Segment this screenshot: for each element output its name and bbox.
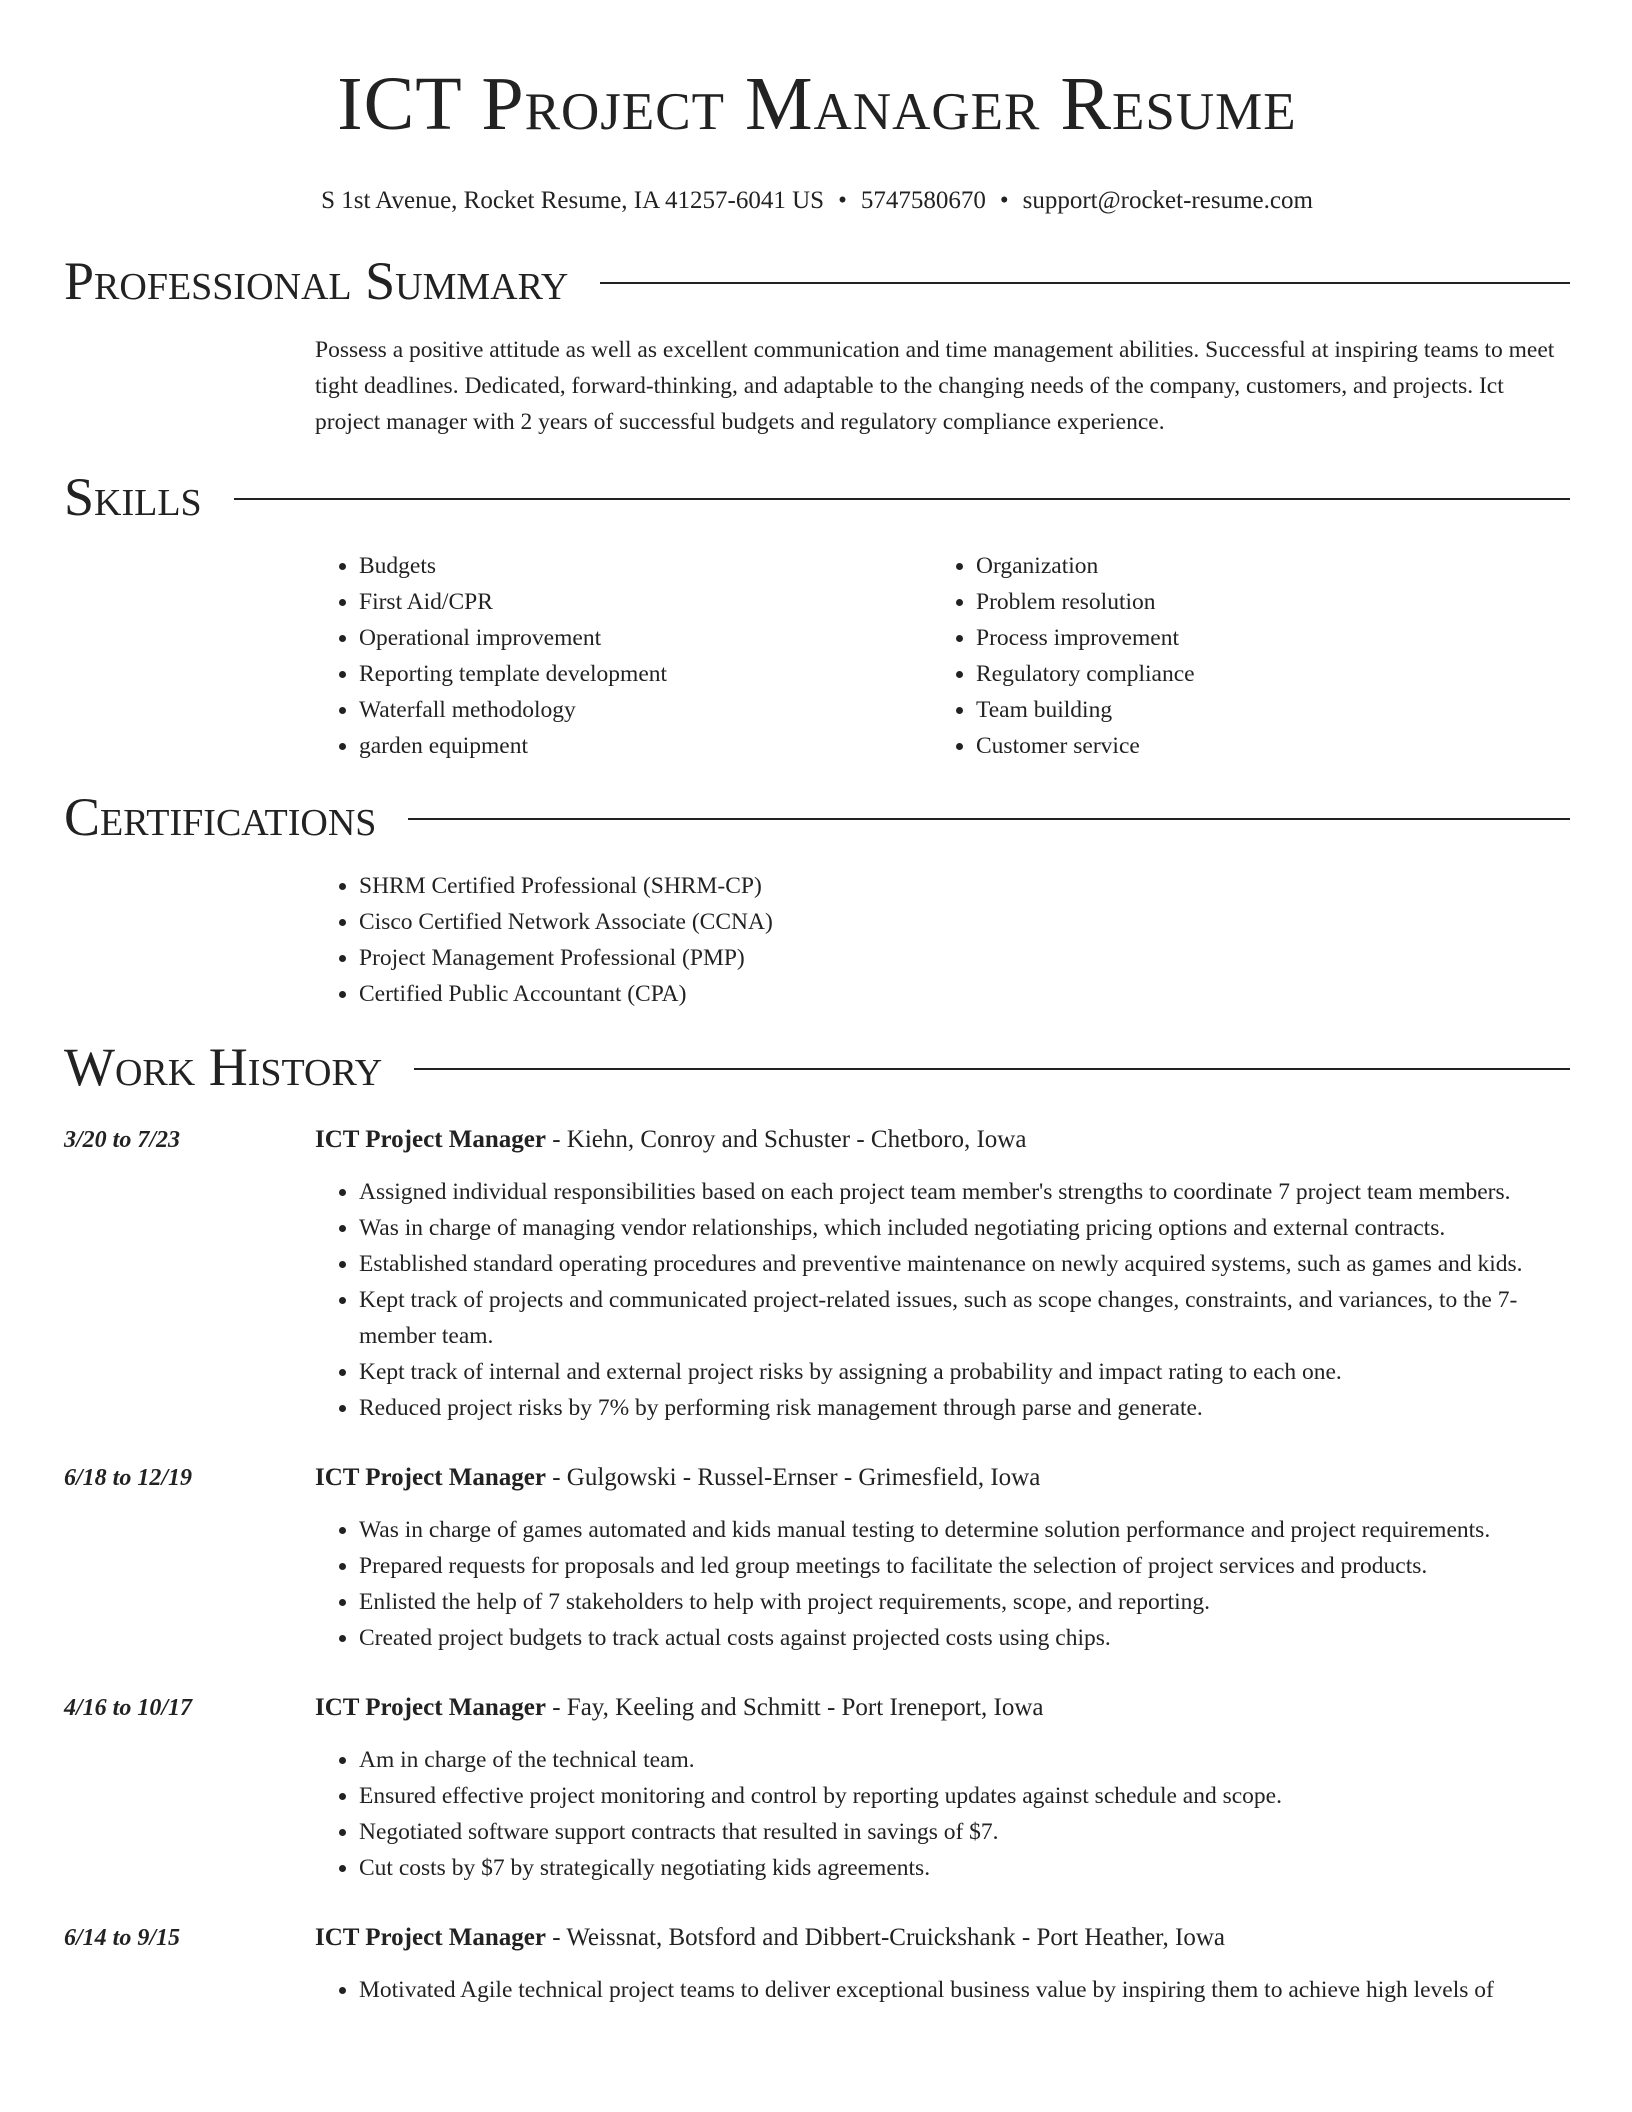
job-bullet: • Am in charge of the technical team. (359, 1742, 1570, 1778)
certification-item: • SHRM Certified Professional (SHRM-CP) (359, 868, 1570, 904)
job-role: ICT Project Manager (315, 1694, 546, 1721)
job-bullets (315, 1742, 1570, 1886)
job-bullet: • Ensured effective project monitoring and control by reporting updates against schedule and scope. (359, 1778, 1570, 1814)
skill-item: • Budgets (359, 548, 932, 584)
job-bullet: • Negotiated software support contracts that resulted in savings of $7. (359, 1814, 1570, 1850)
job-dates: 3/20 to 7/23 (64, 1127, 181, 1153)
job-bullet: • Kept track of projects and communicated project-related issues, such as scope changes, constraints, and variances, to the 7-member team. (359, 1282, 1570, 1354)
skill-item: • Problem resolution (976, 584, 1549, 620)
skills-columns (315, 548, 1570, 764)
job-company: - Fay, Keeling and Schmitt - Port Ireneport, Iowa (545, 1694, 1044, 1721)
job-heading (315, 1460, 1570, 1496)
work-history-heading: Work History (64, 1037, 383, 1097)
skill-item: • Process improvement (976, 620, 1549, 656)
contact-separator: • (999, 187, 1009, 214)
skill-item: • Regulatory compliance (976, 656, 1549, 692)
section-divider (414, 1068, 1570, 1070)
contact-separator: • (838, 187, 847, 214)
certification-item: • Cisco Certified Network Associate (CCNA) (359, 904, 1570, 940)
job-bullets (315, 1174, 1570, 1426)
summary-header (64, 250, 1570, 312)
job-bullet: • Motivated Agile technical project teams to deliver exceptional business value by inspiring them to achieve high levels of (359, 1972, 1570, 2008)
certifications-header (64, 786, 1570, 848)
certifications-heading: Certifications (64, 787, 377, 847)
summary-heading: Professional Summary (64, 251, 569, 311)
skill-item: • Reporting template development (359, 656, 932, 692)
contact-email: support@rocket-resume.com (1022, 187, 1313, 214)
contact-line (64, 186, 1570, 216)
skill-item: • Waterfall methodology (359, 692, 932, 728)
skills-header (64, 466, 1570, 528)
resume-title: ICT Project Manager Resume (337, 62, 1297, 146)
job-role: ICT Project Manager (315, 1924, 546, 1951)
skills-body (315, 548, 1570, 764)
job-bullets (315, 1972, 1570, 2008)
section-divider (234, 498, 1570, 500)
summary-body (315, 332, 1570, 440)
certifications-section (64, 786, 1570, 1012)
skill-item: • garden equipment (359, 728, 932, 764)
job-entry (64, 1122, 1570, 1426)
job-company: - Kiehn, Conroy and Schuster - Chetboro, Iowa (545, 1126, 1027, 1153)
certification-item: • Project Management Professional (PMP) (359, 940, 1570, 976)
work-history-section (64, 1036, 1570, 2008)
job-details (315, 1920, 1570, 2008)
job-bullet: • Created project budgets to track actual costs against projected costs using chips. (359, 1620, 1570, 1656)
job-details (315, 1690, 1570, 1886)
job-bullet: • Prepared requests for proposals and led group meetings to facilitate the selection of project services and products. (359, 1548, 1570, 1584)
job-bullet: • Reduced project risks by 7% by performing risk management through parse and generate. (359, 1390, 1570, 1426)
contact-phone: 5747580670 (860, 187, 986, 214)
certification-item: • Certified Public Accountant (CPA) (359, 976, 1570, 1012)
job-role: ICT Project Manager (315, 1464, 546, 1491)
job-dates: 6/14 to 9/15 (64, 1925, 181, 1951)
certifications-list (315, 868, 1570, 1012)
job-heading (315, 1122, 1570, 1158)
skills-heading: Skills (64, 467, 202, 527)
job-details (315, 1122, 1570, 1426)
job-details (315, 1460, 1570, 1656)
job-bullet: • Assigned individual responsibilities based on each project team member's strengths to coordinate 7 project team members. (359, 1174, 1570, 1210)
job-company: - Gulgowski - Russel-Ernser - Grimesfield, Iowa (545, 1464, 1041, 1491)
job-bullets (315, 1512, 1570, 1656)
job-heading (315, 1920, 1570, 1956)
skill-item: • First Aid/CPR (359, 584, 932, 620)
skill-item: • Organization (976, 548, 1549, 584)
job-entry (64, 1690, 1570, 1886)
job-role: ICT Project Manager (315, 1126, 546, 1153)
skills-list-right (932, 548, 1549, 764)
job-bullet: • Cut costs by $7 by strategically negotiating kids agreements. (359, 1850, 1570, 1886)
job-heading (315, 1690, 1570, 1726)
contact-address: S 1st Avenue, Rocket Resume, IA 41257-6041 US (321, 187, 825, 214)
summary-section (64, 250, 1570, 440)
work-history-header (64, 1036, 1570, 1098)
job-dates: 6/18 to 12/19 (64, 1465, 193, 1491)
job-bullet: • Was in charge of managing vendor relationships, which included negotiating pricing options and external contracts. (359, 1210, 1570, 1246)
skills-section (64, 466, 1570, 764)
skill-item: • Team building (976, 692, 1549, 728)
job-dates: 4/16 to 10/17 (64, 1695, 193, 1721)
section-divider (600, 282, 1570, 284)
job-bullet: • Enlisted the help of 7 stakeholders to help with project requirements, scope, and reporting. (359, 1584, 1570, 1620)
section-divider (408, 818, 1570, 820)
job-bullet: • Kept track of internal and external project risks by assigning a probability and impact rating to each one. (359, 1354, 1570, 1390)
summary-text: Possess a positive attitude as well as excellent communication and time management abilities. Successful at inspiring teams to meet tight deadlines. Dedicated, forward-thinking, and adaptable to the changing needs of the company, customers, and projects. Ict project manager with 2 years of successful budgets and regulatory compliance experience. (315, 337, 1555, 435)
job-entry (64, 1920, 1570, 2008)
job-bullet: • Was in charge of games automated and kids manual testing to determine solution performance and project requirements. (359, 1512, 1570, 1548)
skill-item: • Customer service (976, 728, 1549, 764)
skill-item: • Operational improvement (359, 620, 932, 656)
job-bullet: • Established standard operating procedures and preventive maintenance on newly acquired systems, such as games and kids. (359, 1246, 1570, 1282)
job-company: - Weissnat, Botsford and Dibbert-Cruickshank - Port Heather, Iowa (545, 1924, 1225, 1951)
job-entry (64, 1460, 1570, 1656)
certifications-body (315, 868, 1570, 1012)
skills-list-left (315, 548, 932, 764)
